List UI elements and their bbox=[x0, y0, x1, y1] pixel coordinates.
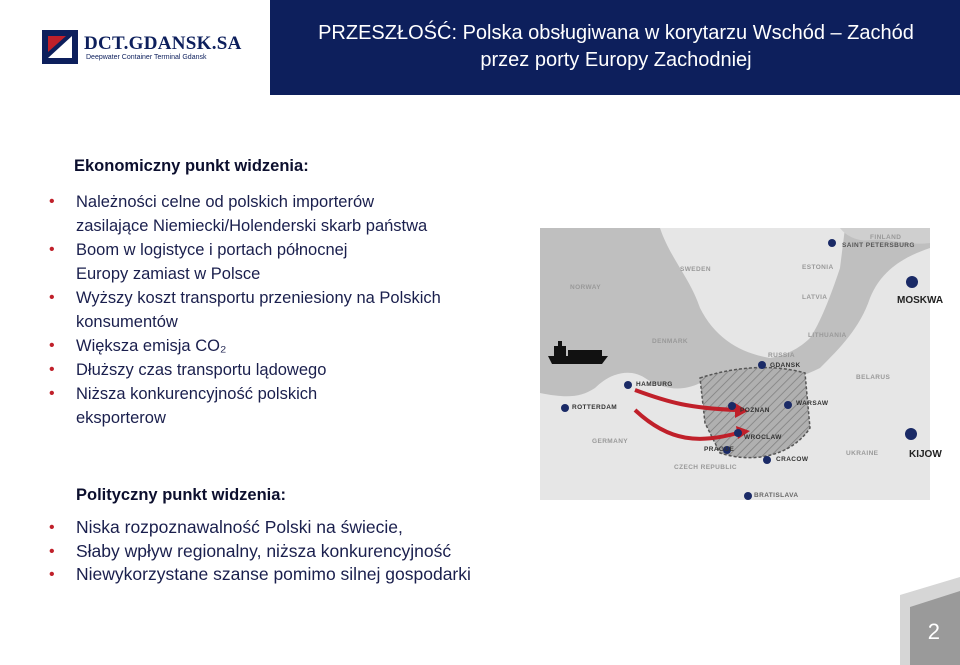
map-label: POZNAN bbox=[740, 407, 770, 414]
map-label: GDANSK bbox=[770, 362, 801, 369]
header-bar bbox=[0, 0, 960, 95]
map-label: ESTONIA bbox=[802, 264, 834, 271]
map-label: PRAGUE bbox=[704, 446, 735, 453]
list-item: • Boom w logistyce i portach północnej Europy zamiast w Polsce bbox=[76, 238, 376, 286]
kijow-label: KIJOW bbox=[909, 449, 942, 460]
map-label: UKRAINE bbox=[846, 450, 879, 457]
logo bbox=[0, 0, 270, 95]
logo-name: DCT.GDANSK.SA bbox=[84, 33, 242, 54]
title-line-1: PRZESZŁOŚĆ: Polska obsługiwana w korytarzu Wschód – Zachód bbox=[318, 22, 914, 44]
map-label: WROCLAW bbox=[744, 434, 782, 441]
map-label: WARSAW bbox=[796, 400, 829, 407]
map-label: CRACOW bbox=[776, 456, 809, 463]
moskwa-dot-icon bbox=[905, 275, 919, 289]
map-image bbox=[540, 228, 930, 500]
political-heading: Polityczny punkt widzenia: bbox=[76, 486, 286, 504]
map-label: SAINT PETERSBURG bbox=[842, 242, 915, 249]
map-label: CZECH REPUBLIC bbox=[674, 464, 738, 471]
list-item: • Większa emisja CO₂ bbox=[76, 334, 456, 358]
title-line-2: przez porty Europy Zachodniej bbox=[480, 49, 752, 71]
logo-tagline: Deepwater Container Terminal Gdansk bbox=[86, 54, 207, 61]
list-item: • Niska rozpoznawalność Polski na świecie, bbox=[76, 516, 471, 540]
europe-map bbox=[540, 228, 930, 500]
list-item: • Dłuższy czas transportu lądowego bbox=[76, 358, 456, 382]
page-number: 2 bbox=[927, 619, 940, 644]
map-label: NORWAY bbox=[570, 284, 601, 291]
map-label: ROTTERDAM bbox=[572, 404, 618, 411]
map-label: BRATISLAVA bbox=[754, 492, 799, 499]
list-item: • Niewykorzystane szanse pomimo silnej gospodarki bbox=[76, 563, 471, 587]
map-label: DENMARK bbox=[652, 338, 689, 345]
map-label: LITHUANIA bbox=[808, 332, 847, 339]
list-item: • Należności celne od polskich importerów zasilające Niemiecki/Holenderski skarb państwa bbox=[76, 190, 436, 238]
economic-list bbox=[76, 190, 456, 430]
page-title bbox=[272, 20, 960, 74]
map-label: GERMANY bbox=[592, 438, 629, 445]
kijow-dot-icon bbox=[904, 427, 918, 441]
map-label: BELARUS bbox=[856, 374, 891, 381]
political-list bbox=[76, 516, 471, 587]
moskwa-label: MOSKWA bbox=[897, 295, 944, 306]
list-item: • Niższa konkurencyjność polskich eksporterow bbox=[76, 382, 386, 430]
list-item: • Słaby wpływ regionalny, niższa konkurencyjność bbox=[76, 540, 471, 564]
map-label: SWEDEN bbox=[680, 266, 711, 273]
map-label: FINLAND bbox=[870, 234, 902, 241]
map-label: LATVIA bbox=[802, 294, 828, 301]
dct-logo-icon bbox=[42, 30, 78, 64]
economic-heading: Ekonomiczny punkt widzenia: bbox=[74, 157, 309, 175]
map-label: RUSSIA bbox=[768, 352, 795, 359]
map-label: HAMBURG bbox=[636, 381, 673, 388]
list-item: • Wyższy koszt transportu przeniesiony na Polskich konsumentów bbox=[76, 286, 446, 334]
